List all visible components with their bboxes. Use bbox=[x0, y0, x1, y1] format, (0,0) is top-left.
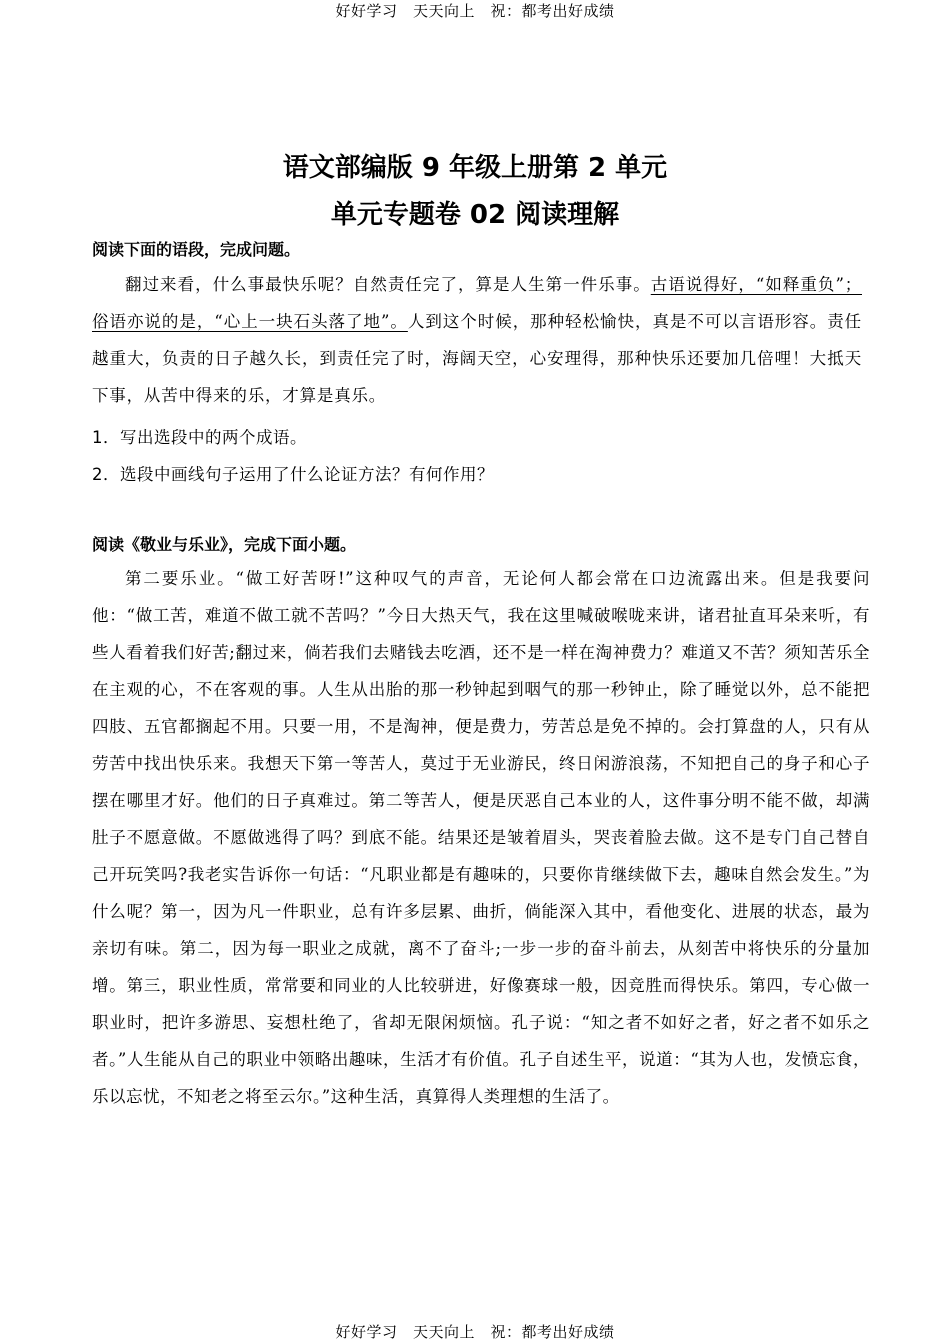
question-1: 1．写出选段中的两个成语。 bbox=[92, 428, 307, 447]
section1-passage bbox=[92, 266, 862, 414]
document-title: 语文部编版 9 年级上册第 2 单元 bbox=[282, 153, 668, 183]
page-footer: 好好学习 天天向上 祝：都考出好成绩 bbox=[335, 1323, 615, 1341]
section2-instruction: 阅读《敬业与乐业》，完成下面小题。 bbox=[92, 535, 357, 554]
question-2: 2．选段中画线句子运用了什么论证方法？有何作用？ bbox=[92, 465, 494, 484]
passage-text: 翻过来看，什么事最快乐呢？自然责任完了，算是人生第一件乐事。 bbox=[125, 275, 651, 294]
page-header: 好好学习 天天向上 祝：都考出好成绩 bbox=[335, 2, 615, 20]
section1-instruction: 阅读下面的语段，完成问题。 bbox=[92, 240, 301, 259]
section2-passage: 第二要乐业。“做工好苦呀!”这种叹气的声音，无论何人都会常在口边流露出来。但是我要问他：“做工苦，难道不做工就不苦吗？”今日大热天气，我在这里喊破喉咙来讲，诸君扯直耳朵来听，有些人看着我们好苦;翻过来，倘若我们去赌钱去吃酒，还不是一样在淘神费力？难道又不苦？须知苦乐全在主观的心，不在客观的事。人生从出胎的那一秒钟起到咽气的那一秒钟止，除了睡觉以外，总不能把四肢、五官都搁起不用。只要一用，不是淘神，便是费力，劳苦总是免不掉的。会打算盘的人，只有从劳苦中找出快乐来。我想天下第一等苦人，莫过于无业游民，终日闲游浪荡，不知把自己的身子和心子摆在哪里才好。他们的日子真难过。第二等苦人，便是厌恶自己本业的人，这件事分明不能不做，却满肚子不愿意做。不愿做逃得了吗？到底不能。结果还是皱着眉头，哭丧着脸去做。这不是专门自己替自己开玩笑吗?我老实告诉你一句话：“凡职业都是有趣味的，只要你肯继续做下去，趣味自然会发生。”为什么呢？第一，因为凡一件职业，总有许多层累、曲折，倘能深入其中，看他变化、进展的状态，最为亲切有味。第二，因为每一职业之成就，离不了奋斗;一步一步的奋斗前去，从刻苦中将快乐的分量加增。第三，职业性质，常常要和同业的人比较骈进，好像赛球一般，因竞胜而得快乐。第四，专心做一职业时，把许多游思、妄想杜绝了，省却无限闲烦恼。孔子说：“知之者不如好之者，好之者不如乐之者。”人生能从自己的职业中领略出趣味，生活才有价值。孔子自述生平，说道：“其为人也，发愤忘食，乐以忘忧，不知老之将至云尔。”这种生活，真算得人类理想的生活了。 bbox=[92, 569, 870, 1106]
underlined-sentence: 古语说得好，“如释重负”；俗语亦说的是，“心上一块石头落了地”。 bbox=[92, 275, 862, 331]
passage-text: 人到这个时候，那种轻松愉快，真是不可以言语形容。责任越重大，负责的日子越久长，到责任完了时，海阔天空，心安理得，那种快乐还要加几倍哩！大抵天下事，从苦中得来的乐，才算是真乐。 bbox=[92, 312, 862, 405]
document-subtitle: 单元专题卷 02 阅读理解 bbox=[330, 200, 620, 230]
